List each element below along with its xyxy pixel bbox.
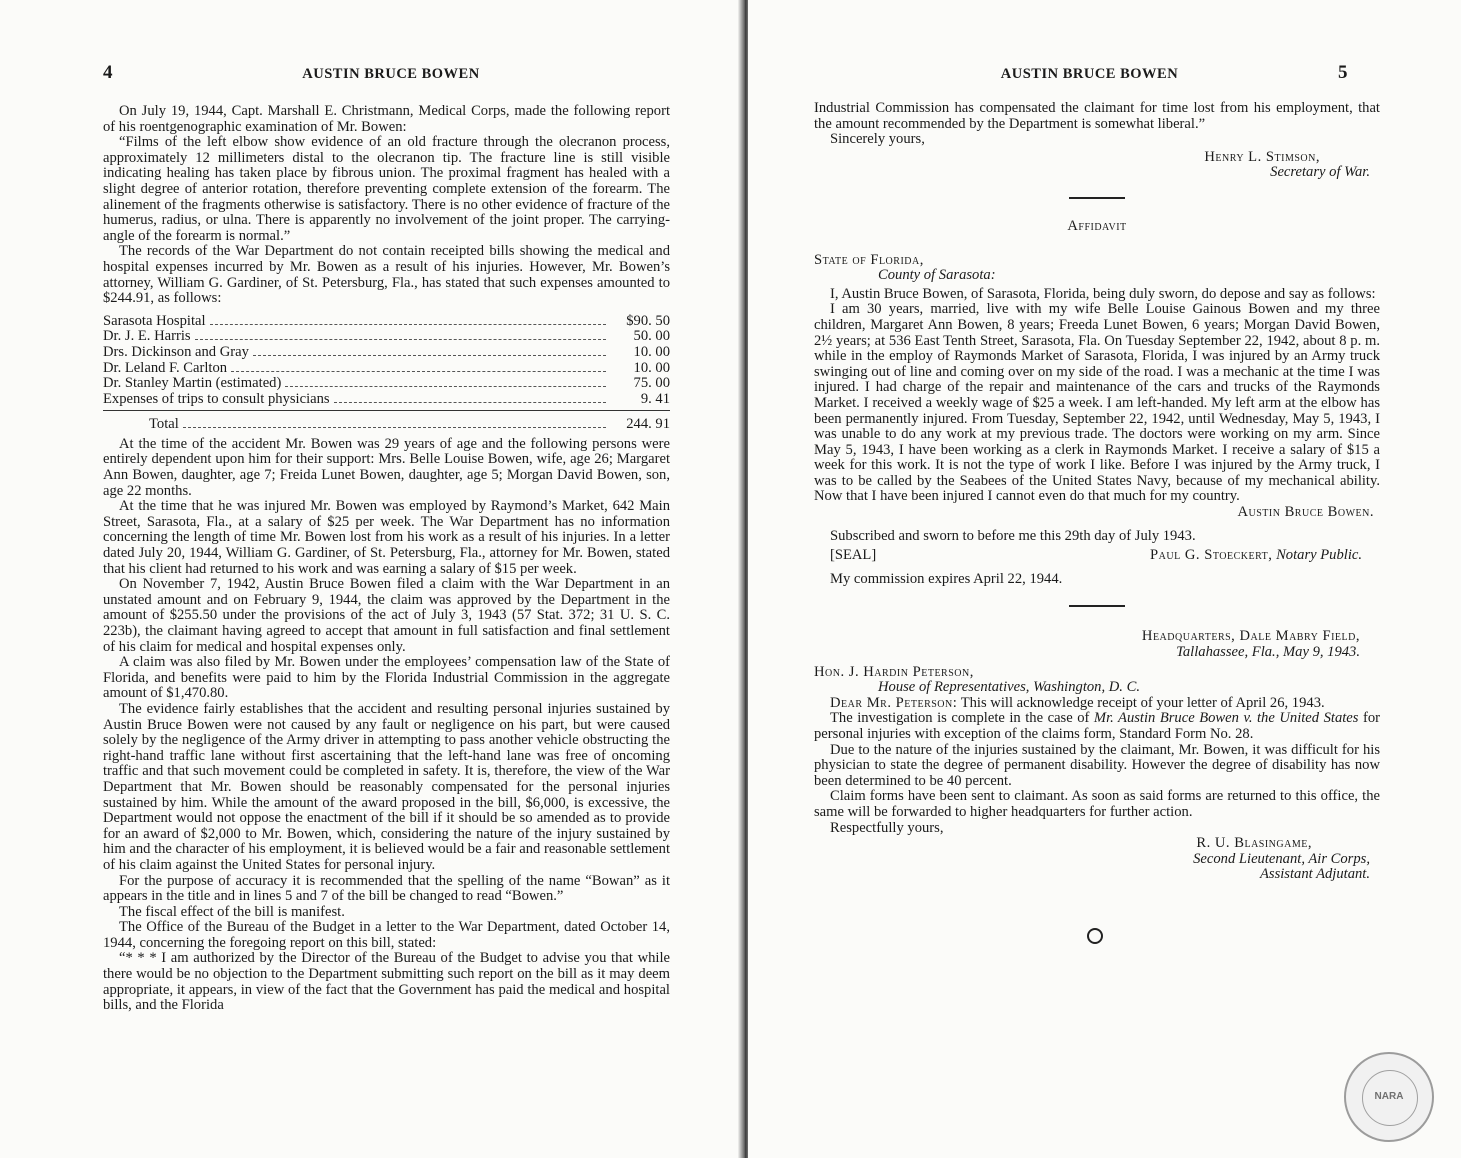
signer-title: Secretary of War. — [1270, 164, 1370, 181]
dot-leader — [253, 355, 606, 356]
county-line: County of Sarasota: — [878, 267, 996, 284]
signature-block — [814, 836, 1380, 883]
total-label: Total — [149, 416, 179, 433]
closing: Sincerely yours, — [830, 131, 925, 148]
page-header — [0, 62, 742, 92]
page-number: 5 — [1338, 62, 1348, 83]
signer-title: Assistant Adjutant. — [1259, 866, 1370, 883]
subscribed-line: Subscribed and sworn to before me this 29th day of July 1943. — [830, 527, 1196, 544]
dot-leader — [285, 386, 606, 387]
dot-leader — [231, 371, 606, 372]
expense-label: Sarasota Hospital — [103, 312, 206, 329]
expense-amount: 75. 00 — [633, 375, 670, 392]
page-number: 4 — [103, 62, 113, 83]
right-column — [814, 101, 1380, 883]
letter-paragraph — [814, 711, 1380, 742]
case-name: Mr. Austin Bruce Bowen v. the United States — [1093, 710, 1359, 727]
expense-row — [103, 345, 670, 361]
expense-row — [103, 314, 670, 330]
paragraph: The Office of the Bureau of the Budget in a letter to the War Department, dated October 14, 1944, concerning the foregoing report on this bill, stated: — [103, 919, 670, 951]
signer-title: Second Lieutenant, Air Corps, — [1193, 850, 1370, 867]
expense-amount: 10. 00 — [633, 359, 670, 376]
letter-paragraph: Due to the nature of the injuries sustained by the claimant, Mr. Bowen, it was difficult for his physician to state the degree of permanent disability. However the degree of disability has now been determined to be 40 percent. — [814, 741, 1380, 789]
paragraph: For the purpose of accuracy it is recommended that the spelling of the name “Bowan” as it appears in the title and in lines 5 and 7 of the bill be changed to read “Bowen.” — [103, 872, 670, 905]
affiant-signature: Austin Bruce Bowen. — [1237, 504, 1374, 521]
paragraph: On November 7, 1942, Austin Bruce Bowen filed a claim with the War Department in an unstated amount and on February 9, 1944, the claim was approved by the Department in the amount of $255.50 under the provisions of the act of July 3, 1943 (57 Stat. 372; 31 U. S. C. 223b), the claimant having agreed to accept that amount in full satisfaction and final settlement of his claim for medical and hospital expenses only. — [103, 576, 670, 655]
dot-leader — [210, 324, 606, 325]
salutation: Dear Mr. Peterson: — [830, 694, 958, 711]
expense-label: Expenses of trips to consult physicians — [103, 390, 330, 407]
signer-name: Henry L. Stimson, — [1204, 148, 1320, 165]
expense-amount: 9. 41 — [640, 390, 670, 407]
left-column — [103, 104, 670, 1014]
quoted-report: “Films of the left elbow show evidence of an old fracture through the olecranon process, approximately 12 millimeters distal to the olecranon tip. The fracture line is still visible indicating healing has taken place by fibrous union. The proximal fragment has healed with a slight degree of anterior rotation, therefore preventing complete extension of the forearm. The alinement of the fragments otherwise is satisfactory. There is no other evidence of fracture of the humerus, radius, or ulna. There is apparently no involvement of the joint proper. The carrying-angle of the forearm is normal.” — [103, 134, 670, 244]
expense-label: Drs. Dickinson and Gray — [103, 343, 249, 360]
notary-name: Paul G. Stoeckert, — [1150, 547, 1273, 564]
paragraph: A claim was also filed by Mr. Bowen under the employees’ compensation law of the State of Florida, and benefits were paid to him by the Florida Industrial Commission in the aggregate amount of $1,470.80. — [103, 654, 670, 702]
expense-label: Dr. Leland F. Carlton — [103, 359, 228, 376]
quoted-letter: “* * * I am authorized by the Director of the Bureau of the Budget to advise you that while there would be no objection to the Department submitting such report on the bill as it may deem appropriate, it appears, in view of the fact that the Government has paid the medical and hospital bills, and the Florida — [103, 950, 670, 1014]
seal-label: [SEAL] — [830, 547, 877, 564]
paragraph: The records of the War Department do not contain receipted bills showing the medical and hospital expenses incurred by Mr. Bowen as a result of his injuries. However, Mr. Bowen’s attorney, William G. Gardiner, of St. Petersburg, Fla., has stated that such expenses amounted to $244.91, as follows: — [103, 243, 670, 307]
paragraph: Industrial Commission has compensated the claimant for time lost from his employment, that the amount recommended by the Department is somewhat liberal.” — [814, 100, 1380, 132]
paragraph: The evidence fairly establishes that the accident and resulting personal injuries sustained by Austin Bruce Bowen were not caused by any fault or negligence on his part, but were caused solely by the negligence of the Army driver in attempting to pass another vehicle obstructing the right-hand traffic lane without first ascertaining that the left-hand lane was free of oncoming traffic and that such movement could be completed in safety. It is, therefore, the view of the War Department that Mr. Bowen should be reasonably compensated for the personal injuries sustained by him. While the amount of the award proposed in the bill, $6,000, is excessive, the Department would not oppose the enactment of the bill if it should be so amended as to provide for an award of $2,000 to Mr. Bowen, which, considering the nature of the injury sustained by him and the character of his employment, it is believed would be a fair and reasonable settlement of his claim against the United States for personal injury. — [103, 700, 670, 873]
expense-label: Dr. J. E. Harris — [103, 328, 191, 345]
expense-row — [103, 329, 670, 345]
paragraph: On July 19, 1944, Capt. Marshall E. Christmann, Medical Corps, made the following report of his roentgenographic examination of Mr. Bowen: — [103, 103, 670, 135]
total-amount: 244. 91 — [626, 416, 670, 433]
right-page — [748, 0, 1461, 1158]
paragraph: At the time of the accident Mr. Bowen was 29 years of age and the following persons were entirely dependent upon him for their support: Mrs. Belle Louise Bowen, wife, age 26; Margaret Ann Bowen, daughter, age 7; Freida Lunet Bowen, daughter, age 5; Morgan David Bowen, son, age 22 months. — [103, 435, 670, 499]
archive-stamp — [1344, 1052, 1434, 1142]
page-header — [748, 62, 1461, 92]
paragraph: At the time that he was injured Mr. Bowen was employed by Raymond’s Market, 642 Main Street, Sarasota, Fla., at a salary of $25 per week. The War Department has no information concerning the length of time Mr. Bowen lost from his work as a result of his injuries. In a letter dated July 20, 1944, William G. Gardiner, of St. Petersburg, Fla., attorney for Mr. Bowen, stated that his client had returned to his work and was earning a salary of $15 per week. — [103, 498, 670, 577]
expense-amount: 10. 00 — [633, 343, 670, 360]
stamp-text: NARA — [1374, 1091, 1404, 1102]
expense-row — [103, 361, 670, 377]
section-divider — [1069, 197, 1125, 199]
notary-title: Notary Public. — [1276, 547, 1362, 564]
letter-text: This will acknowledge receipt of your letter of April 26, 1943. — [960, 694, 1325, 711]
expense-table — [103, 314, 670, 433]
dot-leader — [195, 339, 606, 340]
paragraph: I, Austin Bruce Bowen, of Sarasota, Florida, being duly sworn, do depose and say as follows: — [830, 285, 1376, 302]
commission-line: My commission expires April 22, 1944. — [830, 570, 1063, 587]
letter-text: for personal injuries with exception of the claims form, Standard Form No. 28. — [814, 710, 1380, 742]
total-row — [103, 417, 670, 433]
expense-amount: 50. 00 — [633, 328, 670, 345]
signature-block — [814, 150, 1380, 181]
letter-text: The investigation is complete in the case of — [830, 710, 1094, 727]
notary-line — [814, 548, 1380, 564]
addressee-location: House of Representatives, Washington, D. C. — [878, 679, 1140, 696]
place-date: Tallahassee, Fla., May 9, 1943. — [1176, 644, 1360, 661]
expense-label: Dr. Stanley Martin (estimated) — [103, 375, 282, 392]
section-divider — [1069, 605, 1125, 607]
letter-opening — [814, 696, 1380, 712]
letterhead: Headquarters, Dale Mabry Field, — [1141, 628, 1360, 645]
running-head: AUSTIN BRUCE BOWEN — [302, 66, 480, 82]
closing: Respectfully yours, — [830, 819, 944, 836]
binding-hole — [1087, 928, 1103, 944]
signer-name: R. U. Blasingame, — [1196, 835, 1312, 852]
expense-row — [103, 392, 670, 412]
running-head: AUSTIN BRUCE BOWEN — [1000, 66, 1179, 82]
addressee: Hon. J. Hardin Peterson, — [814, 663, 974, 680]
affidavit-heading: Affidavit — [1067, 217, 1127, 234]
dot-leader — [334, 402, 606, 403]
expense-row — [103, 376, 670, 392]
dot-leader — [183, 427, 606, 428]
letter-paragraph: Claim forms have been sent to claimant. As soon as said forms are returned to this office, the same will be forwarded to higher headquarters for further action. — [814, 788, 1380, 820]
paragraph: The fiscal effect of the bill is manifest. — [119, 903, 345, 920]
paragraph: I am 30 years, married, live with my wife Belle Louise Gainous Bowen and my three children, Margaret Ann Bowen, 8 years; Freeda Lunet Bowen, 6 years; Morgan David Bowen, 2½ years; at 536 East Tenth Street, Sarasota, Fla. On Tuesday September 22, 1942, about 8 p. m. while in the employ of Raymonds Market of Sarasota, Florida, I was injured by an Army truck swinging out of line and coming over on my side of the road. I was a mechanic at the time I was injured. I had charge of the repair and maintenance of the cars and trucks of the Raymonds Market. I received a weekly wage of $25 a week. I am left-handed. My left arm at the elbow has been permanently injured. From Tuesday, September 22, 1942, until Wednesday, May 5, 1943, I was unable to do any work at my previous trade. The doctors were working on my arm. Since May 5, 1943, I have been working as a clerk in Raymonds Market. I receive a salary of $15 a week for this work. It is not the type of work I like. Before I was injured by the Army truck, I was to be called by the Seabees of the United States Navy, because of my mechanical ability. Now that I have been injured I cannot even do that much for my country. — [814, 301, 1380, 505]
expense-amount: $90. 50 — [626, 312, 670, 329]
state-line: State of Florida, — [814, 251, 924, 268]
